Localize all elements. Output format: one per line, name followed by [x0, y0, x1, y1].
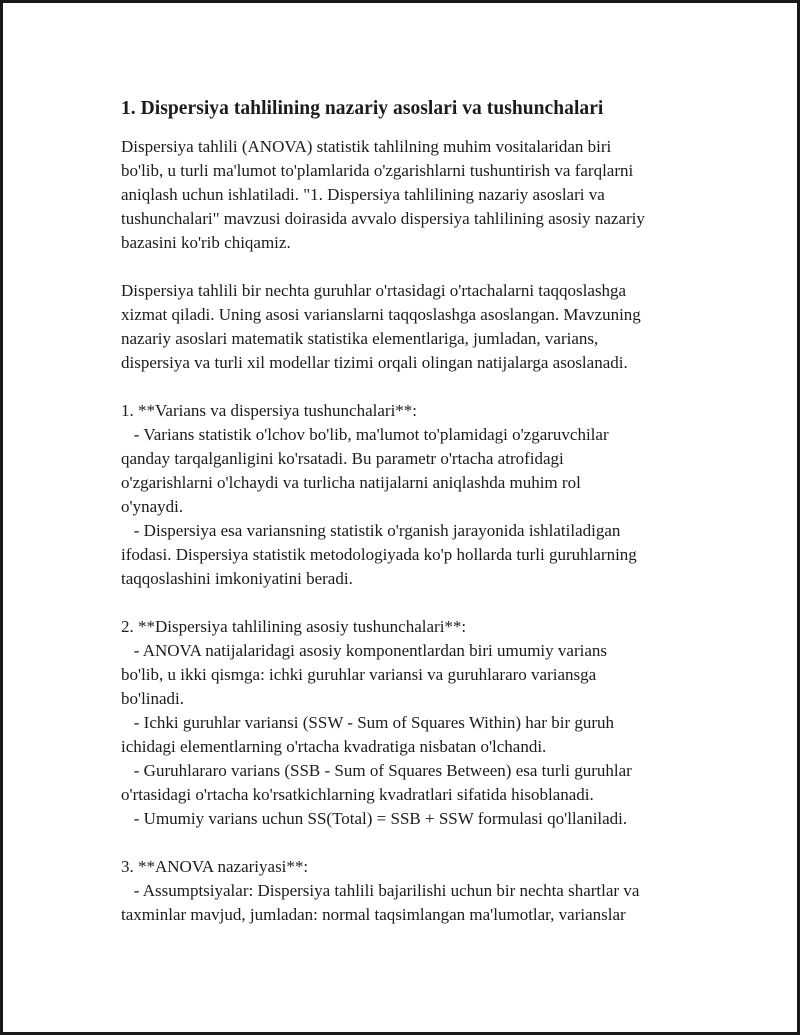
text-line: o'rtasidagi o'rtacha ko'rsatkichlarning kvadratlari sifatida hisoblanadi.: [121, 785, 594, 804]
text-line: bo'linadi.: [121, 689, 185, 708]
text-line: - Varians statistik o'lchov bo'lib, ma'lumot to'plamidagi o'zgaruvchilar: [121, 425, 609, 444]
text-line: - ANOVA natijalaridagi asosiy komponentlardan biri umumiy varians: [121, 641, 607, 660]
text-line: qanday tarqalganligini ko'rsatadi. Bu parametr o'rtacha atrofidagi: [121, 449, 564, 468]
list-item-variance: [121, 399, 721, 591]
text-line: Dispersiya tahlili (ANOVA) statistik tahlilning muhim vositalaridan biri: [121, 137, 612, 156]
text-line: - Umumiy varians uchun SS(Total) = SSB + SSW formulasi qo'llaniladi.: [121, 809, 628, 828]
text-line: bazasini ko'rib chiqamiz.: [121, 233, 291, 252]
text-line: Dispersiya tahlili bir nechta guruhlar o'rtasidagi o'rtachalarni taqqoslashga: [121, 281, 627, 300]
text-line: ifodasi. Dispersiya statistik metodologiyada ko'p hollarda turli guruhlarning: [121, 545, 637, 564]
text-line: - Dispersiya esa variansning statistik o'rganish jarayonida ishlatiladigan: [121, 521, 621, 540]
paragraph-gap: [121, 375, 721, 399]
text-line: dispersiya va turli xil modellar tizimi orqali olingan natijalarga asoslanadi.: [121, 353, 628, 372]
text-line: nazariy asoslari matematik statistika elementlariga, jumladan, varians,: [121, 329, 599, 348]
paragraph-intro: [121, 135, 721, 255]
paragraph-gap: [121, 831, 721, 855]
text-line: 2. **Dispersiya tahlilining asosiy tushunchalari**:: [121, 617, 467, 636]
text-line: - Ichki guruhlar variansi (SSW - Sum of Squares Within) har bir guruh: [121, 713, 615, 732]
text-line: aniqlash uchun ishlatiladi. "1. Dispersiya tahlilining nazariy asoslari va: [121, 185, 605, 204]
section-heading: 1. Dispersiya tahlilining nazariy asoslari va tushunchalari: [121, 98, 604, 119]
text-line: - Assumptsiyalar: Dispersiya tahlili bajarilishi uchun bir nechta shartlar va: [121, 881, 640, 900]
text-line: - Guruhlararo varians (SSB - Sum of Squares Between) esa turli guruhlar: [121, 761, 632, 780]
document-content: [121, 95, 721, 927]
paragraph-overview: [121, 279, 721, 375]
text-line: o'zgarishlarni o'lchaydi va turlicha natijalarni aniqlashda muhim rol: [121, 473, 581, 492]
text-line: 1. **Varians va dispersiya tushunchalari**:: [121, 401, 418, 420]
text-line: bo'lib, u turli ma'lumot to'plamlarida o'zgarishlarni tushuntirish va farqlarni: [121, 161, 634, 180]
text-line: 3. **ANOVA nazariyasi**:: [121, 857, 309, 876]
text-line: taqqoslashini imkoniyatini beradi.: [121, 569, 353, 588]
text-line: taxminlar mavjud, jumladan: normal taqsimlangan ma'lumotlar, varianslar: [121, 905, 626, 924]
text-line: ichidagi elementlarning o'rtacha kvadratiga nisbatan o'lchandi.: [121, 737, 547, 756]
text-line: bo'lib, u ikki qismga: ichki guruhlar variansi va guruhlararo variansga: [121, 665, 597, 684]
paragraph-gap: [121, 591, 721, 615]
list-item-anova-theory: [121, 855, 721, 927]
paragraph-gap: [121, 255, 721, 279]
text-line: tushunchalari" mavzusi doirasida avvalo dispersiya tahlilining asosiy nazariy: [121, 209, 645, 228]
text-line: xizmat qiladi. Uning asosi varianslarni taqqoslashga asoslangan. Mavzuning: [121, 305, 641, 324]
list-item-anova-concepts: [121, 615, 721, 831]
text-line: o'ynaydi.: [121, 497, 184, 516]
